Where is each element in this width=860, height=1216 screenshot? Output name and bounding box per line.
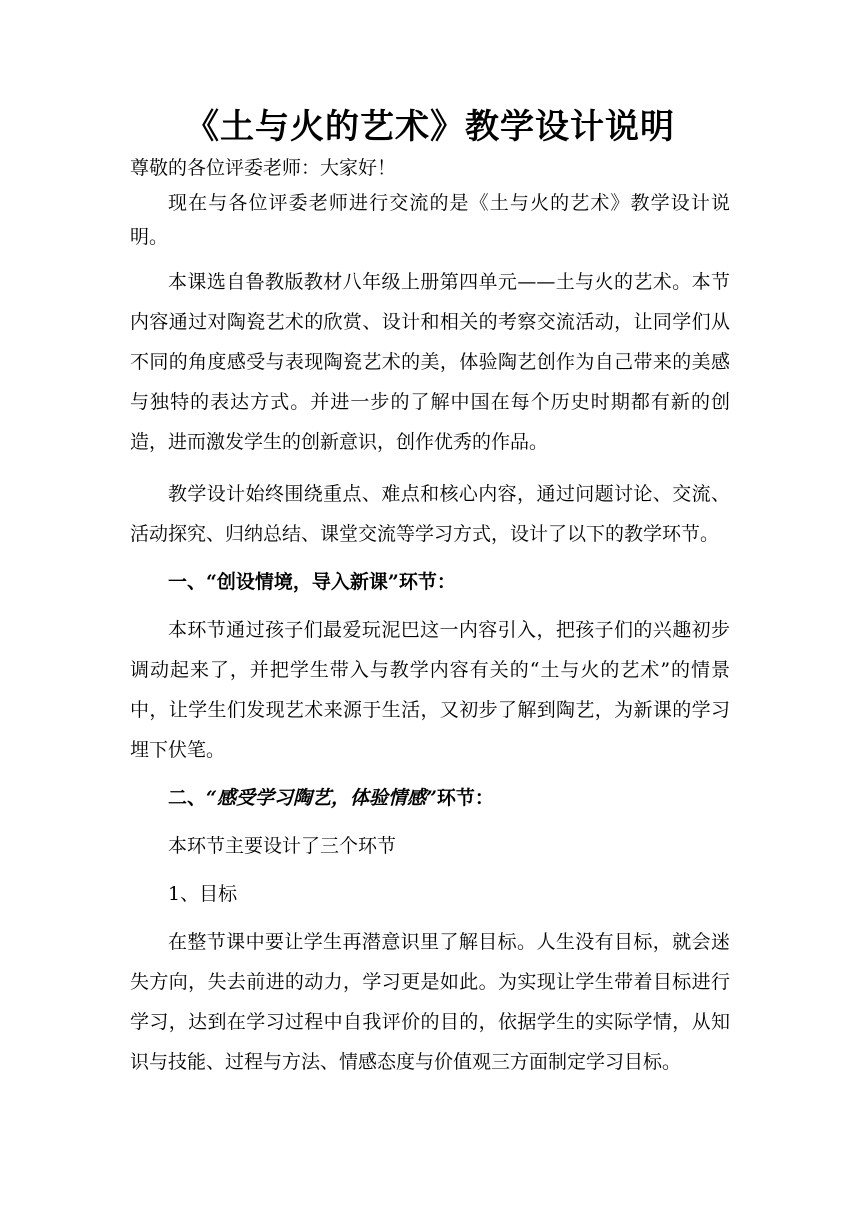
section1-heading: 一、“创设情境，导入新课”环节：	[168, 571, 456, 593]
section2-heading-prefix: 二、	[168, 787, 207, 809]
section2-intro: 本环节主要设计了三个环节	[168, 835, 397, 857]
greeting: 尊敬的各位评委老师：大家好！	[130, 157, 397, 179]
design-paragraph: 教学设计始终围绕重点、难点和核心内容，通过问题讨论、交流、活动探究、归纳总结、课堂交流等学习方式，设计了以下的教学环节。	[130, 483, 730, 545]
item1-label: 1、目标	[168, 883, 238, 905]
item1-paragraph: 在整节课中要让学生再潜意识里了解目标。人生没有目标，就会迷失方向，失去前进的动力，学习更是如此。为实现让学生带着目标进行学习，达到在学习过程中自我评价的目的，依据学生的实际学情，从知识与技能、过程与方法、情感态度与价值观三方面制定学习目标。	[130, 931, 730, 1073]
course-paragraph: 本课选自鲁教版教材八年级上册第四单元——土与火的艺术。本节内容通过对陶瓷艺术的欣赏、设计和相关的考察交流活动，让同学们从不同的角度感受与表现陶瓷艺术的美，体验陶艺创作为自己带来的美感与独特的表达方式。并进一步的了解中国在每个历史时期都有新的创造，进而激发学生的创新意识，创作优秀的作品。	[130, 271, 730, 453]
section2-heading-quote: “感受学习陶艺，体验情感”	[206, 787, 437, 809]
section1-paragraph: 本环节通过孩子们最爱玩泥巴这一内容引入，把孩子们的兴趣初步调动起来了，并把学生带入与教学内容有关的“土与火的艺术”的情景中，让学生们发现艺术来源于生活，又初步了解到陶艺，为新课的学习埋下伏笔。	[130, 619, 730, 761]
intro-paragraph: 现在与各位评委老师进行交流的是《土与火的艺术》教学设计说明。	[130, 192, 730, 248]
section2-heading-suffix: 环节：	[436, 787, 494, 809]
section2-heading	[130, 778, 730, 818]
document-title: 《土与火的艺术》教学设计说明	[185, 107, 675, 147]
document-body	[130, 150, 730, 1082]
